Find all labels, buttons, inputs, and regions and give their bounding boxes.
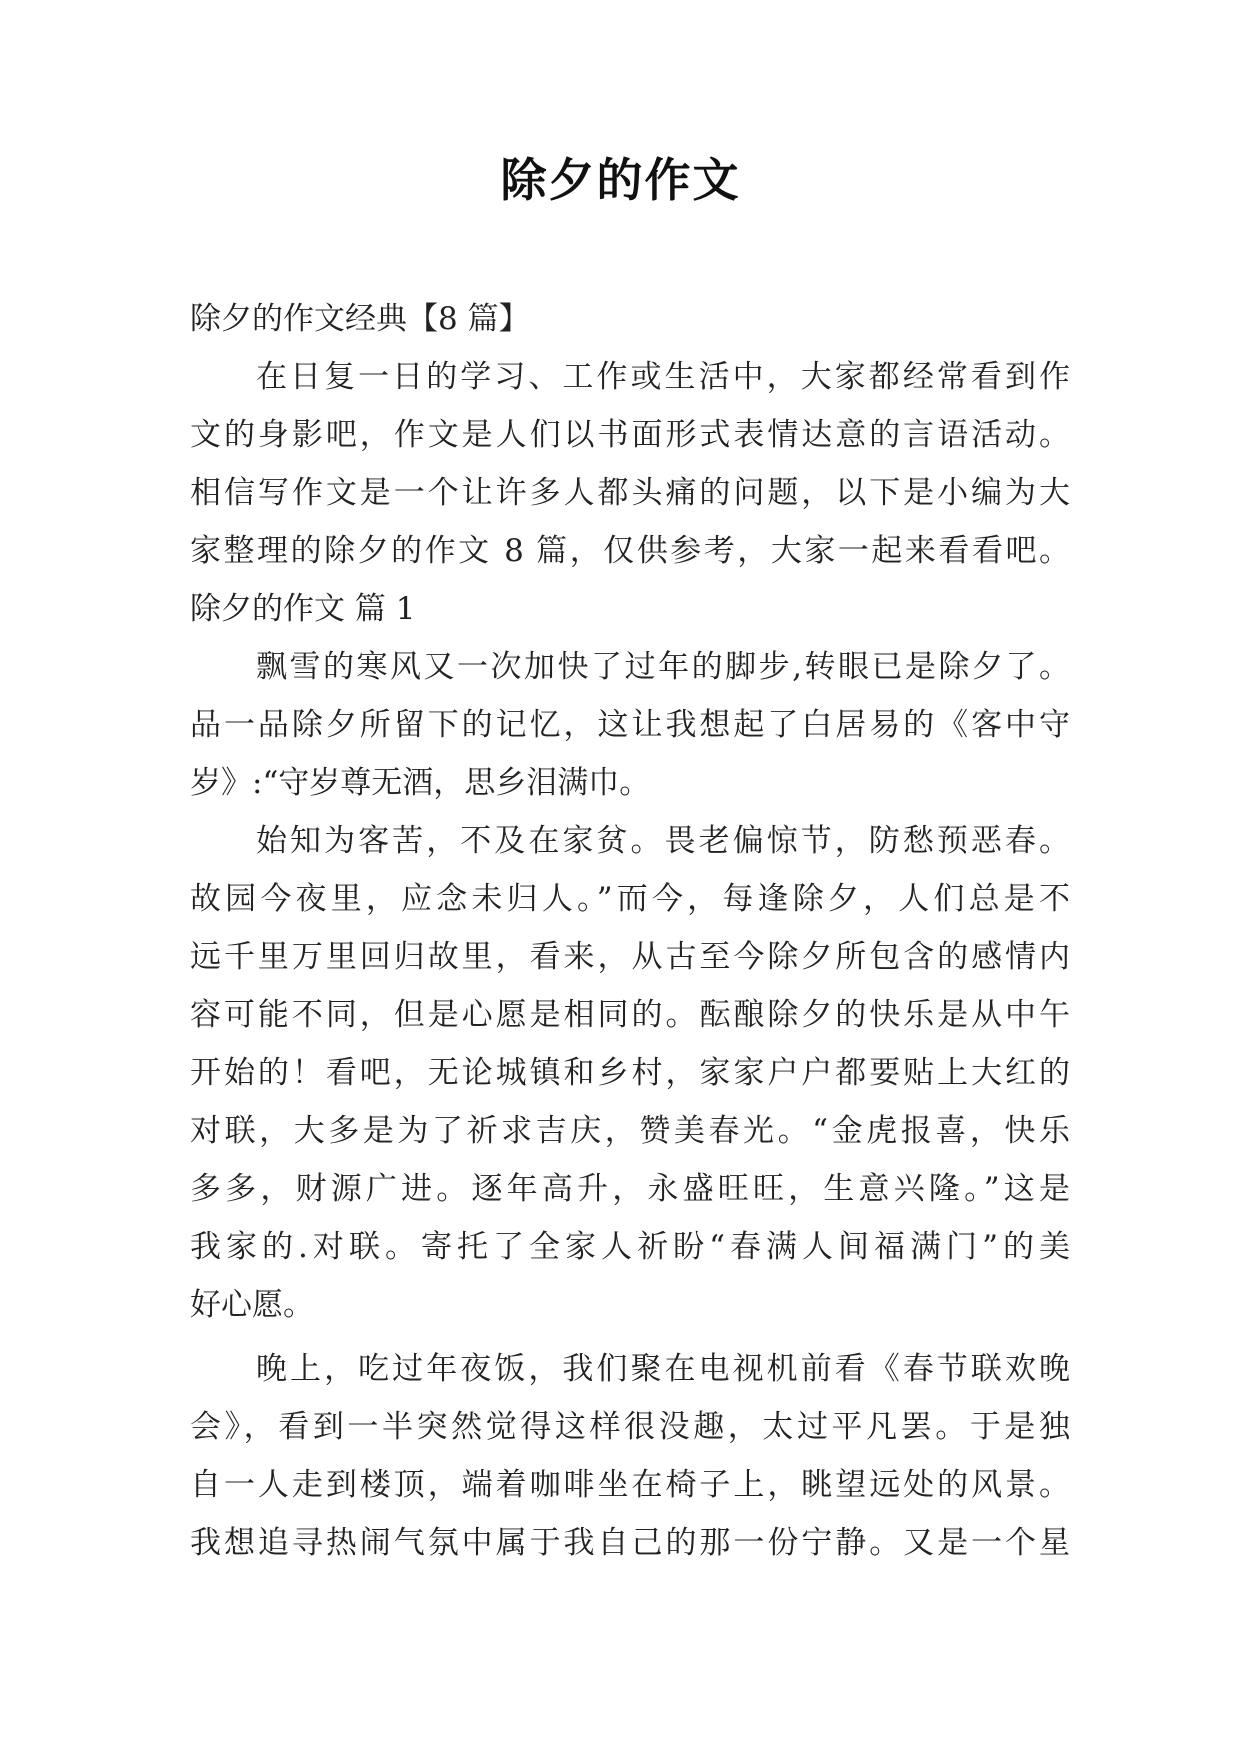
section-heading: 除夕的作文 篇 1: [190, 591, 416, 627]
paragraph-line: 对联，大多是为了祈求吉庆，赞美春光。“金虎报喜，快乐: [190, 1113, 1070, 1149]
paragraph-line: 故园今夜里，应念未归人。”而今，每逢除夕，人们总是不: [190, 881, 1070, 917]
paragraph-line: 远千里万里回归故里，看来，从古至今除夕所包含的感情内: [190, 939, 1070, 975]
page-title: 除夕的作文: [500, 153, 741, 207]
intro-line: 文的身影吧，作文是人们以书面形式表情达意的言语活动。: [190, 417, 1070, 453]
intro-line: 家整理的除夕的作文 8 篇，仅供参考，大家一起来看看吧。: [190, 533, 1070, 569]
intro-line: 相信写作文是一个让许多人都头痛的问题，以下是小编为大: [190, 475, 1070, 511]
paragraph-line: 飘雪的寒风又一次加快了过年的脚步,转眼已是除夕了。: [256, 649, 1070, 685]
paragraph-line: 会》，看到一半突然觉得这样很没趣，太过平凡罢。于是独: [190, 1409, 1070, 1445]
document-body: [190, 290, 1070, 1572]
paragraph-line: 多多，财源广进。逐年高升，永盛旺旺，生意兴隆。”这是: [190, 1171, 1070, 1207]
intro-line: 在日复一日的学习、工作或生活中，大家都经常看到作: [256, 359, 1070, 395]
paragraph-line: 我想追寻热闹气氛中属于我自己的那一份宁静。又是一个星: [190, 1525, 1070, 1561]
paragraph-line: 始知为客苦，不及在家贫。畏老偏惊节，防愁预恶春。: [256, 823, 1070, 859]
paragraph-line: 自一人走到楼顶，端着咖啡坐在椅子上，眺望远处的风景。: [190, 1467, 1070, 1503]
paragraph-line: 岁》:“守岁尊无酒，思乡泪满巾。: [190, 765, 651, 801]
document-subtitle: 除夕的作文经典【8 篇】: [190, 301, 530, 337]
paragraph-line: 我家的.对联。寄托了全家人祈盼“春满人间福满门”的美: [190, 1229, 1070, 1265]
paragraph-line: 晚上，吃过年夜饭，我们聚在电视机前看《春节联欢晚: [256, 1351, 1070, 1387]
paragraph-line: 开始的！看吧，无论城镇和乡村，家家户户都要贴上大红的: [190, 1055, 1070, 1091]
paragraph-line: 品一品除夕所留下的记忆，这让我想起了白居易的《客中守: [190, 707, 1070, 743]
paragraph-line: 好心愿。: [190, 1287, 314, 1323]
paragraph-line: 容可能不同，但是心愿是相同的。酝酿除夕的快乐是从中午: [190, 997, 1070, 1033]
